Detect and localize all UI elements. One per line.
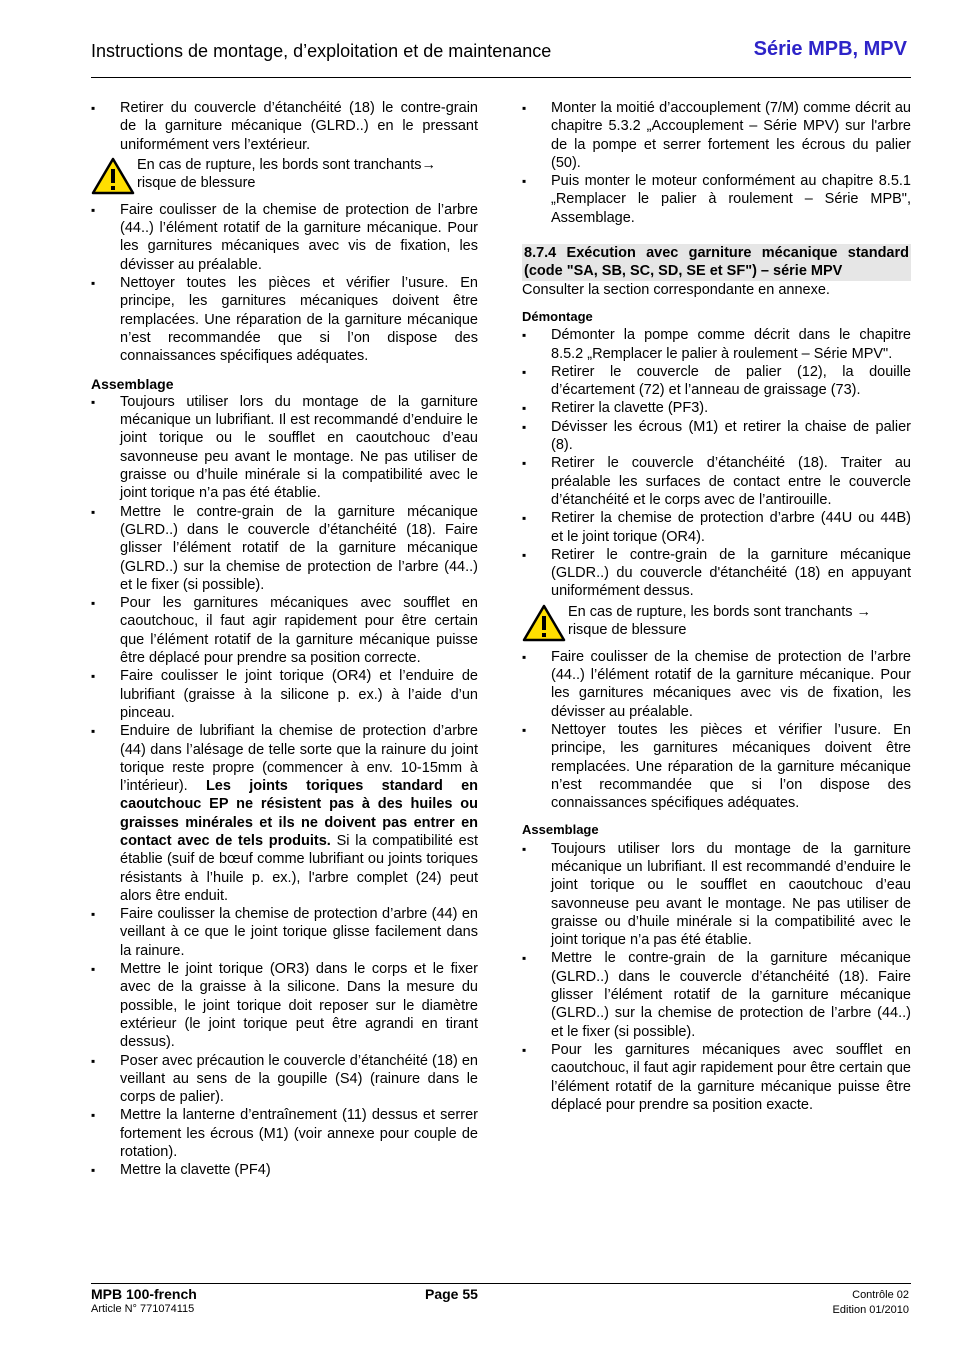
assemblage-heading: Assemblage <box>91 375 174 392</box>
list-item: ▪ Retirer le contre-grain de la garniture mécanique (GLDR..) du couvercle d'étanchéité (18) en appuyant uniformément dessus. <box>522 546 911 601</box>
right-demontage-list <box>522 326 911 600</box>
list-item: ▪ Mettre le contre-grain de la garniture mécanique (GLRD..) dans le couvercle d’étanchéité (18). Faire glisser l’élément rotatif de la garniture mécanique (GLRD..) sur la chemise de protection de l’arbre (44..) et le fixer (si possible). <box>522 949 911 1040</box>
warning-triangle-icon <box>91 157 135 195</box>
list-item: ▪ Puis monter le moteur conformément au chapitre 8.5.1 „Remplacer le palier à roulement – Série MPB", Assemblage. <box>522 172 911 227</box>
right-column <box>522 99 911 1114</box>
header-title: Instructions de montage, d’exploitation et de maintenance <box>91 41 552 61</box>
warning-text: En cas de rupture, les bords sont tranchants → risque de blessure <box>568 603 872 639</box>
list-item: ▪ Nettoyer toutes les pièces et vérifier l’usure. En principe, les garnitures mécaniques doivent être remplacées. Une réparation de la garniture mécanique n’est recommandée que si l’on dispose des connaissances spécifiques adéquates. <box>522 721 911 812</box>
list-item: ▪ Faire coulisser la chemise de protection d’arbre (44) en veillant à ce que le joint torique glisse facilement dans la rainure. <box>91 905 478 960</box>
left-top-list <box>91 99 478 154</box>
page-header <box>91 38 911 78</box>
header-series: Série MPB, MPV <box>753 38 907 60</box>
list-item: ▪ Faire coulisser de la chemise de protection de l’arbre (44..) l’élément rotatif de la garniture mécanique. Pour les garnitures mécaniques avec vis de fixation, les dévisser au préalable. <box>91 201 478 274</box>
list-item: ▪ Toujours utiliser lors du montage de la garniture mécanique un lubrifiant. Il est recommandé d’enduire le joint torique ou le soufflet en caoutchouc d’eau savonneuse peu avant le montage. Ne pas utiliser de graisse ou d’huile minérale si la compatibilité avec le joint torique n’a pas été établie. <box>91 393 478 503</box>
section-heading: 8.7.4 Exécution avec garniture mécanique standard (code "SA, SB, SC, SD, SE et SF") – série MPV <box>524 245 909 280</box>
list-item: ▪ Retirer la clavette (PF3). <box>522 399 911 417</box>
lubricant-warning-bold: Les joints toriques standard en caoutchouc EP ne résistent pas à des huiles ou graisses minérales et ils ne doivent pas entrer en contact avec de tels produits. <box>120 778 478 849</box>
list-item: ▪ Démonter la pompe comme décrit dans le chapitre 8.5.2 „Remplacer le palier à roulement – Série MPV". <box>522 326 911 363</box>
page-footer <box>91 1283 911 1316</box>
right-top-list <box>522 99 911 227</box>
list-item: ▪ Toujours utiliser lors du montage de la garniture mécanique un lubrifiant. Il est recommandé d’enduire le joint torique ou le soufflet en caoutchouc d’eau savonneuse peu avant le montage. Ne pas utiliser de graisse ou d’huile minérale si la compatibilité avec le joint torique n’a pas été établie. <box>522 840 911 950</box>
list-item: ▪ Retirer le couvercle de palier (12), la douille d’écartement (72) et l’anneau de graissage (73). <box>522 363 911 400</box>
left-mid-list <box>91 201 478 366</box>
list-item: ▪ Mettre le joint torique (OR3) dans le corps et le fixer avec de la graisse à la silicone. Dans la mesure du possible, le joint torique doit reposer sur le diamètre extérieur (le joint torique peut être agrandi en tirant dessus). <box>91 960 478 1051</box>
right-mid-list <box>522 648 911 813</box>
list-item: ▪ Faire coulisser de la chemise de protection de l’arbre (44..) l’élément rotatif de la garniture mécanique. Pour les garnitures mécaniques avec vis de fixation, les dévisser au préalable. <box>522 648 911 721</box>
list-item: ▪ Pour les garnitures mécaniques avec soufflet en caoutchouc, il faut agir rapidement pour être certain que l’élément rotatif de la garniture mécanique puisse être déplacé pour prendre sa position correcte. <box>91 594 478 667</box>
footer-doc-name: MPB 100-french <box>91 1286 197 1302</box>
footer-right <box>833 1288 909 1318</box>
section-text: Consulter la section correspondante en annexe. <box>522 281 830 298</box>
list-item: ▪ Mettre la clavette (PF4) <box>91 1161 478 1179</box>
list-item: ▪ Faire coulisser le joint torique (OR4) et l’enduire de lubrifiant (graisse à la silicone p. ex.) à l’aide d’un pinceau. <box>91 667 478 722</box>
warning-box <box>91 156 478 195</box>
footer-left <box>91 1286 197 1315</box>
warning-box <box>522 603 911 642</box>
list-item: ▪ Dévisser les écrous (M1) et retirer la chaise de palier (8). <box>522 418 911 455</box>
list-item: ▪ Mettre la lanterne d’entraînement (11) dessus et serrer fortement les écrous (M1) (voir annexe pour couple de rotation). <box>91 1106 478 1161</box>
warning-text: En cas de rupture, les bords sont tranchants→ risque de blessure <box>137 156 437 192</box>
footer-edition: Edition 01/2010 <box>832 1304 909 1316</box>
footer-page-number: Page 55 <box>425 1286 478 1302</box>
list-item: ▪ Retirer du couvercle d’étanchéité (18) le contre-grain de la garniture mécanique (GLRD..) en le pressant uniformément vers l’extérieur. <box>91 99 478 154</box>
footer-article: Article N° 771074115 <box>91 1303 195 1315</box>
list-item: ▪ Monter la moitié d’accouplement (7/M) comme décrit au chapitre 5.3.2 „Accouplement – Série MPV) sur l'arbre de la pompe et serrer fortement les écrous du palier (50). <box>522 99 911 172</box>
demontage-heading: Démontage <box>522 308 593 324</box>
left-column <box>91 99 478 1180</box>
list-item: ▪ Retirer la chemise de protection d’arbre (44U ou 44B) et le joint torique (OR4). <box>522 509 911 546</box>
list-item: ▪ Pour les garnitures mécaniques avec soufflet en caoutchouc, il faut agir rapidement pour être certain que l’élément rotatif de la garniture mécanique puisse être déplacé pour prendre sa position exacte. <box>522 1041 911 1114</box>
right-assemblage-list <box>522 840 911 1114</box>
list-item-lubricant <box>91 722 478 905</box>
assemblage-heading: Assemblage <box>522 822 599 838</box>
list-item: ▪ Retirer le couvercle d’étanchéité (18). Traiter au préalable les surfaces de contact entre le couvercle d’étanchéité et le corps avec de l’antirouille. <box>522 454 911 509</box>
lubricant-text-pre: Enduire de lubrifiant la chemise de protection d’arbre (44) dans l’alésage de telle sorte que la rainure du joint torique reste propre (commencer à env. 10-15mm à l’intérieur). <box>120 723 478 795</box>
list-item: ▪ Mettre le contre-grain de la garniture mécanique (GLRD..) dans le couvercle d’étanchéité (18). Faire glisser l’élément rotatif de la garniture mécanique (GLRD..) sur la chemise de protection de l’arbre (44..) et le fixer (si possible). <box>91 503 478 594</box>
lubricant-text-post: Si la compatibilité est établie (suif de bœuf comme lubrifiant ou joints toriques résistants à l’huile p. ex.), l'arbre complet (24) peut alors être enduit. <box>120 832 478 904</box>
footer-control: Contrôle 02 <box>852 1289 909 1301</box>
list-item: ▪ Poser avec précaution le couvercle d’étanchéité (18) en veillant au sens de la goupille (S4) (rainure dans le corps de palier). <box>91 1052 478 1107</box>
warning-triangle-icon <box>522 604 566 642</box>
list-item: ▪ Nettoyer toutes les pièces et vérifier l’usure. En principe, les garnitures mécaniques doivent être remplacées. Une réparation de la garniture mécanique n’est recommandée que si l’on dispose des connaissances spécifiques adéquates. <box>91 274 478 365</box>
left-assemblage-list <box>91 393 478 1180</box>
